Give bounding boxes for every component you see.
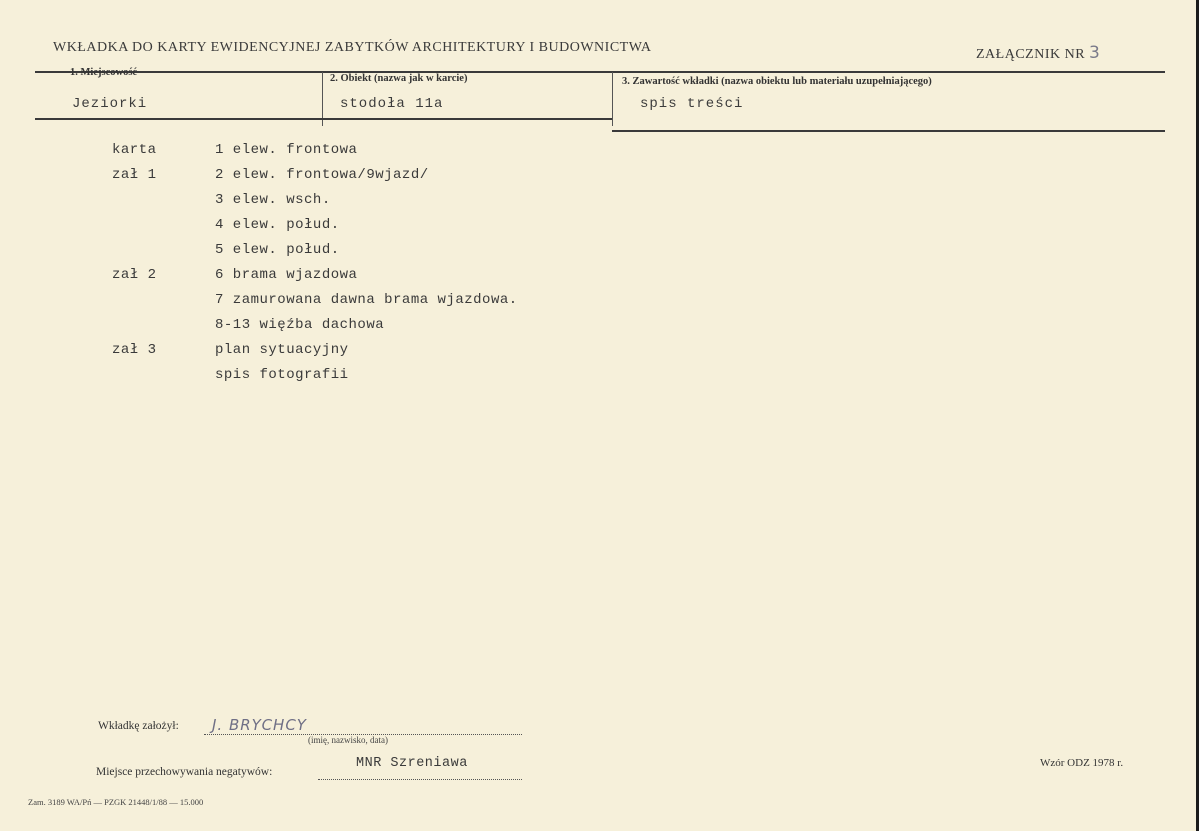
list-entry: 1 elew. frontowa bbox=[215, 142, 358, 158]
list-entry: 4 elew. połud. bbox=[215, 217, 340, 233]
attachment-number-value: 3 bbox=[1089, 43, 1101, 63]
list-entry: 7 zamurowana dawna brama wjazdowa. bbox=[215, 292, 518, 308]
place-value: Jeziorki bbox=[72, 96, 148, 112]
header-top-rule bbox=[35, 71, 1165, 73]
list-group: karta bbox=[112, 142, 157, 158]
list-group: zał 1 bbox=[112, 167, 157, 183]
attachment-number bbox=[976, 43, 1100, 63]
founder-signature: J. BRYCHCY bbox=[212, 716, 307, 734]
sheet-title: WKŁADKA DO KARTY EWIDENCYJNEJ ZABYTKÓW ARCHITEKTURY I BUDOWNICTWA bbox=[53, 40, 652, 55]
list-entry: 3 elew. wsch. bbox=[215, 192, 331, 208]
list-group: zał 3 bbox=[112, 342, 157, 358]
list-entry: 5 elew. połud. bbox=[215, 242, 340, 258]
list-entry: plan sytuacyjny bbox=[215, 342, 349, 358]
founder-hint: (imię, nazwisko, data) bbox=[308, 735, 388, 745]
list-entry: spis fotografii bbox=[215, 367, 349, 383]
header-bottom-rule-right bbox=[612, 130, 1165, 132]
attachment-label: ZAŁĄCZNIK NR bbox=[976, 47, 1086, 62]
object-value: stodoła 11a bbox=[340, 96, 444, 112]
template-id: Wzór ODZ 1978 r. bbox=[1040, 757, 1124, 769]
list-entry: 2 elew. frontowa/9wjazd/ bbox=[215, 167, 429, 183]
order-number: Zam. 3189 WA/Pń — PZGK 21448/1/88 — 15.000 bbox=[28, 797, 204, 807]
negatives-label: Miejsce przechowywania negatywów: bbox=[96, 766, 273, 778]
header-bottom-rule bbox=[35, 118, 612, 120]
negatives-line bbox=[318, 779, 522, 780]
content-label: 3. Zawartość wkładki (nazwa obiektu lub materiału uzupełniającego) bbox=[622, 76, 932, 87]
negatives-value: MNR Szreniawa bbox=[356, 756, 468, 771]
list-entry: 6 brama wjazdowa bbox=[215, 267, 358, 283]
place-label: 1. Miejscowość bbox=[70, 67, 138, 78]
list-entry: 8-13 więźba dachowa bbox=[215, 317, 385, 333]
field-divider-2 bbox=[612, 72, 613, 126]
object-label: 2. Obiekt (nazwa jak w karcie) bbox=[330, 73, 468, 84]
content-value: spis treści bbox=[640, 96, 744, 112]
founder-label: Wkładkę założył: bbox=[98, 720, 179, 732]
list-group: zał 2 bbox=[112, 267, 157, 283]
